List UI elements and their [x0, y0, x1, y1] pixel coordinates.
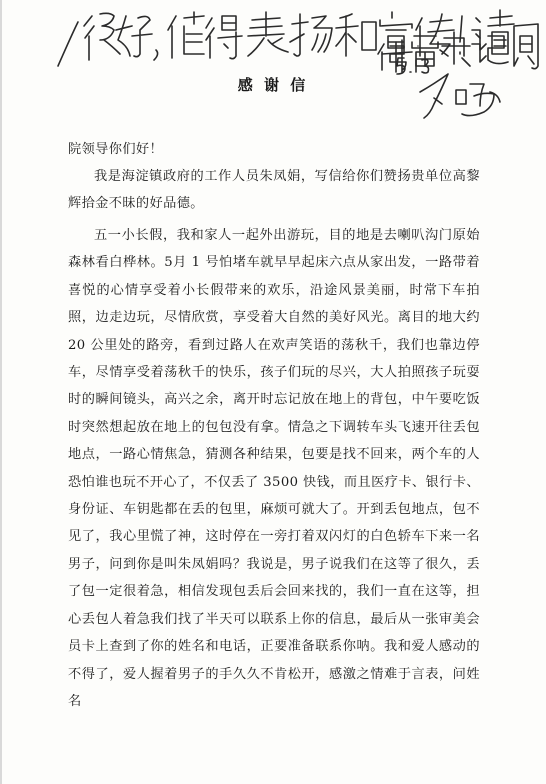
handwritten-note-text: [96, 8, 266, 23]
handwritten-annotation: [0, 0, 546, 130]
letter-salutation: 院领导你们好！: [68, 142, 164, 157]
letter-paragraph-1: 我是海淀镇政府的工作人员朱凤娟，写信给你们赞扬贵单位高黎辉拾金不昧的好品德。: [68, 169, 480, 212]
letter-paragraph-2: 五一小长假，我和家人一起外出游玩，目的地是去喇叭沟门原始森林看白桦林。5月 1 号怕堵车就早早起床六点从家出发，一路带着喜悦的心情享受着小长假带来的欢乐，沿途风景美丽，时常下车拍照，边走边玩，尽情欣赏，享受着大自然的美好风光。离目的地大约 20 公里处的路旁，看到过路人在欢声笑语的荡秋千，我们也靠边停车，尽情享受着荡秋千的快乐，孩子们玩的尽兴，大人拍照孩子玩耍时的瞬间镜头，高兴之余，离开时忘记放在地上的背包，中午要吃饭时突然想起放在地上的包包没有拿。情急之下调转车头飞速开往丢包地点，一路心情焦急，猜测各种结果，包要是找不回来，两个车的人恐怕谁也玩不开心了，不仅丢了 3500 快钱，而且医疗卡、银行卡、身份证、车钥匙都在丢的包里，麻烦可就大了。开到丢包地点，包不见了，我心里慌了神，这时停在一旁打着双闪灯的白色轿车下来一名男子，问到你是叫朱凤娟吗？我说是，男子说我们在这等了很久，丢了包一定很着急，相信发现包丢后会回来找的，我们一直在这等，担心丢包人着急我们找了半天可以联系上你的信息，最后从一张审美会员卡上查到了你的姓名和电话，正要准备联系你呐。我和爱人感动的不得了，爱人握着男子的手久久不肯松开，感激之情难于言表，问姓名: [68, 228, 480, 709]
letter-title: 感 谢 信: [237, 76, 309, 94]
